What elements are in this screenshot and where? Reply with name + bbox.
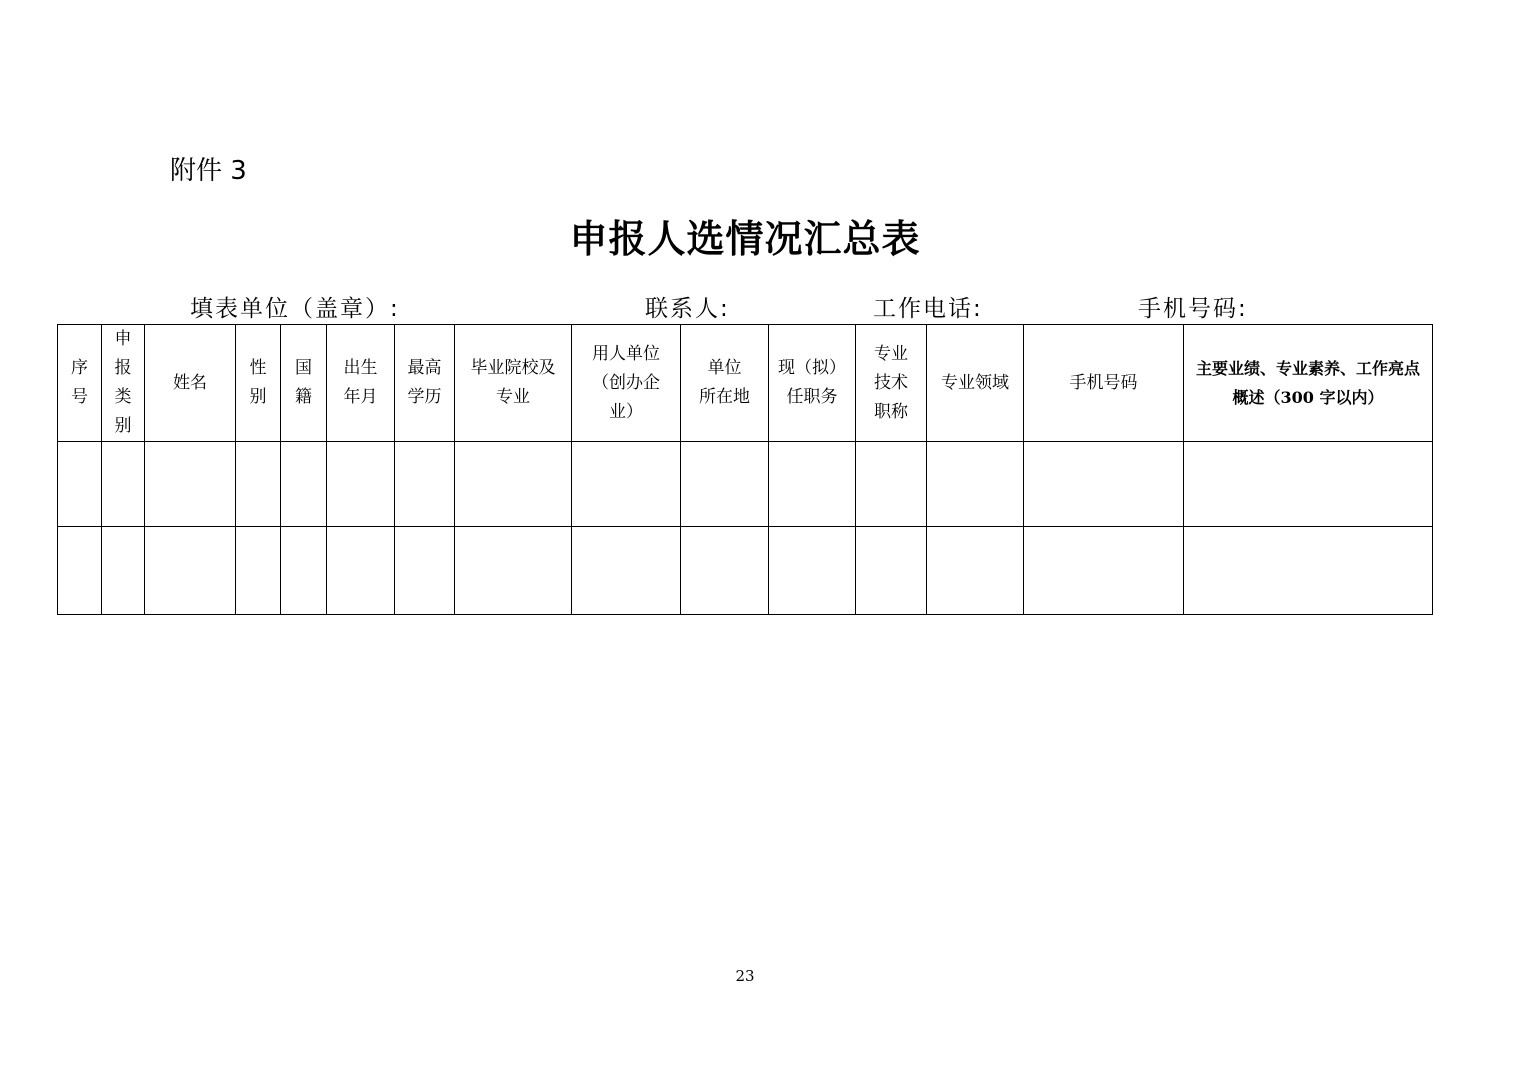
column-header bbox=[927, 325, 1024, 442]
column-header-line: 类 bbox=[114, 387, 132, 407]
column-header-line: 单位 bbox=[707, 358, 742, 378]
column-header bbox=[856, 325, 927, 442]
column-header bbox=[236, 325, 281, 442]
table-cell bbox=[395, 527, 455, 615]
column-header bbox=[58, 325, 102, 442]
column-header-line: 序 bbox=[71, 358, 88, 378]
table-cell bbox=[236, 527, 281, 615]
column-header bbox=[681, 325, 769, 442]
column-header-line: 所在地 bbox=[699, 387, 750, 407]
table-cell bbox=[681, 442, 769, 527]
column-header-line: 别 bbox=[249, 387, 267, 407]
column-header-line: 最高 bbox=[407, 358, 442, 378]
column-header bbox=[145, 325, 236, 442]
column-header-line: 毕业院校及 bbox=[470, 358, 556, 378]
table-cell bbox=[681, 527, 769, 615]
column-header-line: 年月 bbox=[343, 387, 378, 407]
column-header-line: 专业领域 bbox=[941, 372, 1009, 393]
column-header-line: 主要业绩、专业素养、工作亮点 bbox=[1195, 359, 1420, 378]
column-header-line: 专业 bbox=[874, 343, 908, 364]
column-header-line: 姓名 bbox=[173, 372, 207, 393]
column-header-line: 专业 bbox=[496, 387, 530, 407]
table-cell bbox=[455, 442, 572, 527]
column-header-line: 任职务 bbox=[786, 387, 838, 407]
column-header-line: 性 bbox=[249, 358, 267, 378]
column-header-line: 出生 bbox=[343, 358, 378, 378]
column-header bbox=[327, 325, 395, 442]
column-header-line: （创办企 bbox=[592, 372, 660, 393]
table-cell bbox=[1024, 442, 1184, 527]
column-header-line: 技术 bbox=[874, 372, 908, 393]
column-header bbox=[455, 325, 572, 442]
table-row bbox=[58, 527, 1433, 615]
summary-table bbox=[57, 324, 1433, 615]
column-header-line: 手机号码 bbox=[1069, 372, 1138, 393]
column-header bbox=[102, 325, 145, 442]
column-header-line: 报 bbox=[114, 358, 132, 378]
page-title: 申报人选情况汇总表 bbox=[569, 216, 921, 261]
column-header-line: 申 bbox=[114, 329, 132, 349]
table-cell bbox=[58, 442, 102, 527]
table-cell bbox=[927, 442, 1024, 527]
table-cell bbox=[1024, 527, 1184, 615]
table-cell bbox=[236, 442, 281, 527]
column-header-line: 籍 bbox=[295, 387, 312, 407]
table-cell bbox=[145, 527, 236, 615]
table-cell bbox=[281, 527, 327, 615]
column-header-line: 业） bbox=[609, 401, 643, 422]
table-cell bbox=[572, 442, 681, 527]
column-header bbox=[281, 325, 327, 442]
table-cell bbox=[769, 442, 856, 527]
column-header-line: 学历 bbox=[407, 387, 442, 407]
table-cell bbox=[102, 527, 145, 615]
table-cell bbox=[455, 527, 572, 615]
table-cell bbox=[856, 442, 927, 527]
column-header bbox=[1024, 325, 1184, 442]
column-header-line: 号 bbox=[71, 387, 88, 407]
table-cell bbox=[572, 527, 681, 615]
attachment-label: 附件 3 bbox=[170, 156, 247, 186]
column-header bbox=[1184, 325, 1433, 442]
column-header bbox=[395, 325, 455, 442]
column-header-line: 概述（300 字以内） bbox=[1232, 388, 1384, 407]
table-cell bbox=[395, 442, 455, 527]
table-cell bbox=[327, 442, 395, 527]
table-cell bbox=[327, 527, 395, 615]
column-header-line: 职称 bbox=[874, 401, 908, 422]
info-unit-label: 填表单位（盖章）: bbox=[190, 296, 400, 322]
table-cell bbox=[145, 442, 236, 527]
column-header-line: 别 bbox=[114, 416, 132, 436]
header-row bbox=[58, 325, 1433, 442]
table-row bbox=[58, 442, 1433, 527]
table-cell bbox=[927, 527, 1024, 615]
page-number: 23 bbox=[735, 967, 755, 985]
column-header-line: 国 bbox=[295, 358, 312, 378]
column-header bbox=[572, 325, 681, 442]
table-cell bbox=[102, 442, 145, 527]
table-cell bbox=[58, 527, 102, 615]
column-header bbox=[769, 325, 856, 442]
column-header-line: 现（拟） bbox=[778, 358, 846, 378]
table-cell bbox=[281, 442, 327, 527]
info-contact-label: 联系人: bbox=[645, 296, 730, 322]
table-cell bbox=[1184, 442, 1433, 527]
table-cell bbox=[856, 527, 927, 615]
table-cell bbox=[769, 527, 856, 615]
info-phone-label: 工作电话: bbox=[873, 296, 983, 322]
column-header-line: 用人单位 bbox=[592, 343, 660, 364]
table-cell bbox=[1184, 527, 1433, 615]
info-mobile-label: 手机号码: bbox=[1138, 296, 1248, 322]
